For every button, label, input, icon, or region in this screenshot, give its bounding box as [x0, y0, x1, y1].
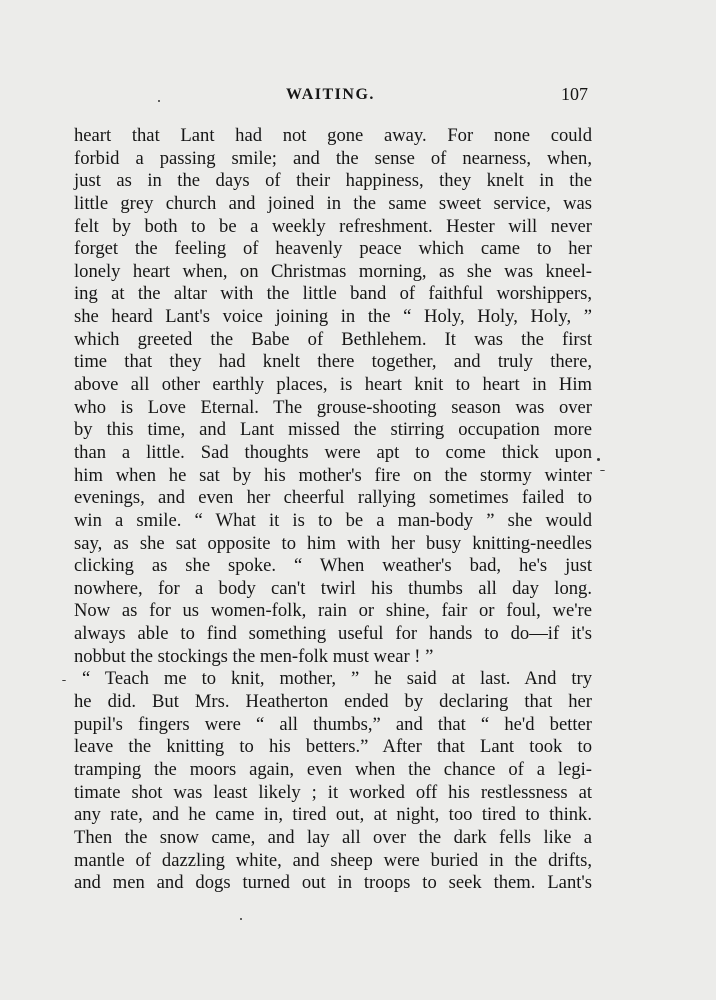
text-line: time that they had knelt there together, and truly there, [74, 351, 592, 373]
text-line: and men and dogs turned out in troops to seek them. Lant's [74, 872, 592, 894]
text-line: forget the feeling of heavenly peace which came to her [74, 238, 592, 260]
text-line: than a little. Sad thoughts were apt to come thick upon [74, 441, 592, 463]
text-line: lonely heart when, on Christmas morning, as she was kneel- [74, 260, 592, 282]
text-line: just as in the days of their happiness, they knelt in the [74, 170, 592, 192]
text-line: pupil's fingers were “ all thumbs,” and that “ he'd better [74, 713, 592, 735]
text-line: who is Love Eternal. The grouse-shooting season was over [74, 396, 592, 418]
margin-speck [597, 458, 600, 461]
text-line: clicking as she spoke. “ When weather's bad, he's just [74, 555, 592, 577]
running-head [0, 86, 716, 110]
body-text [74, 125, 592, 895]
text-line: nowhere, for a body can't twirl his thumbs all day long. [74, 577, 592, 599]
text-line: above all other earthly places, is heart knit to heart in Him [74, 374, 592, 396]
text-line: Then the snow came, and lay all over the dark fells like a [74, 826, 592, 848]
margin-speck [600, 470, 605, 471]
chapter-title: WAITING. [286, 86, 375, 103]
text-line: Now as for us women-folk, rain or shine, fair or foul, we're [74, 600, 592, 622]
text-line: he did. But Mrs. Heatherton ended by declaring that her [74, 691, 592, 713]
text-line: felt by both to be a weekly refreshment. Hester will never [74, 215, 592, 237]
text-line: mantle of dazzling white, and sheep were buried in the drifts, [74, 849, 592, 871]
text-line: any rate, and he came in, tired out, at night, too tired to think. [74, 804, 592, 826]
text-line: nobbut the stockings the men-folk must wear ! ” [74, 645, 434, 667]
text-line: leave the knitting to his betters.” After that Lant took to [74, 736, 592, 758]
text-line: heart that Lant had not gone away. For none could [74, 125, 592, 146]
text-line: evenings, and even her cheerful rallying sometimes failed to [74, 487, 592, 509]
text-line: tramping the moors again, even when the chance of a legi- [74, 758, 592, 780]
text-line: she heard Lant's voice joining in the “ Holy, Holy, Holy, ” [74, 306, 592, 328]
text-line: always able to find something useful for hands to do—if it's [74, 623, 592, 645]
text-line: timate shot was least likely ; it worked off his restlessness at [74, 781, 592, 803]
text-line: “ Teach me to knit, mother, ” he said at last. And try [82, 668, 592, 690]
text-line: forbid a passing smile; and the sense of nearness, when, [74, 147, 592, 169]
text-line: little grey church and joined in the same sweet service, was [74, 192, 592, 214]
margin-speck [158, 100, 160, 102]
text-line: by this time, and Lant missed the stirring occupation more [74, 419, 592, 441]
text-line: say, as she sat opposite to him with her busy knitting-needles [74, 532, 592, 554]
text-line: ing at the altar with the little band of faithful worshippers, [74, 283, 592, 305]
text-line: which greeted the Babe of Bethlehem. It was the first [74, 328, 592, 350]
margin-speck [62, 680, 66, 681]
page-number: 107 [561, 84, 588, 104]
text-line: win a smile. “ What it is to be a man-body ” she would [74, 509, 592, 531]
text-line: him when he sat by his mother's fire on the stormy winter [74, 464, 592, 486]
margin-speck [240, 918, 242, 920]
